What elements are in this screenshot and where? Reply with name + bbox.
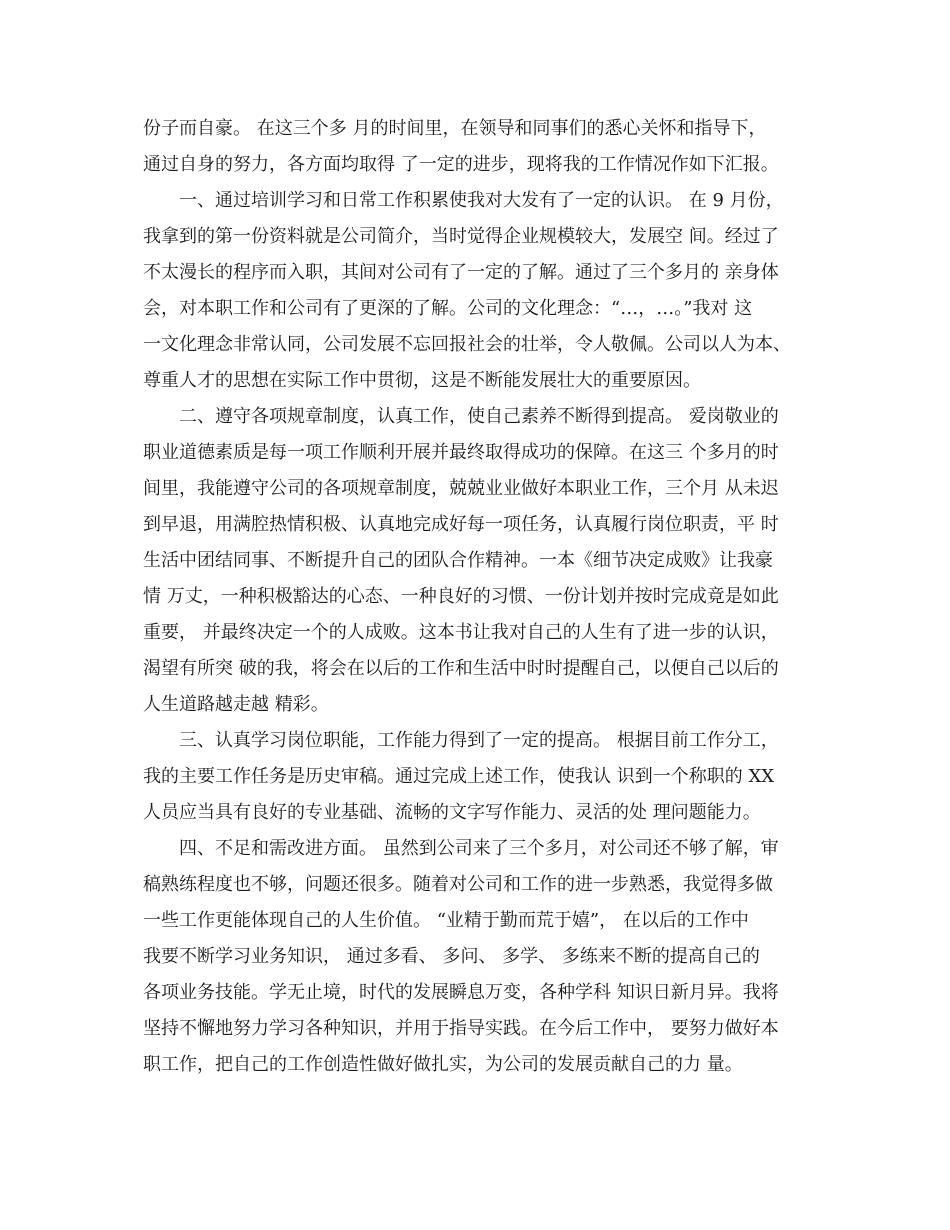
text-line: 间里，我能遵守公司的各项规章制度，兢兢业业做好本职业工作，三个月 从未迟: [143, 478, 779, 499]
text-line: 三、认真学习岗位职能，工作能力得到了一定的提高。 根据目前工作分工，: [179, 730, 779, 751]
document-body: [143, 111, 807, 1083]
text-line: 一、通过培训学习和日常工作积累使我对大发有了一定的认识。 在 9 月份，: [179, 190, 784, 211]
text-line: 二、遵守各项规章制度，认真工作，使自己素养不断得到提高。 爱岗敬业的: [179, 406, 779, 427]
text-line: 到早退，用满腔热情积极、认真地完成好每一项任务，认真履行岗位职责，平 时: [143, 514, 779, 535]
text-line: 情 万丈，一种积极豁达的心态、一种良好的习惯、一份计划并按时完成竟是如此: [143, 586, 779, 607]
paragraph-section-4: [143, 831, 807, 1083]
text-line: 重要， 并最终决定一个的人成败。这本书让我对自己的人生有了进一步的认识，: [143, 622, 779, 643]
text-line: 一文化理念非常认同，公司发展不忘回报社会的壮举，令人敬佩。公司以人为本、: [143, 334, 791, 355]
text-line: 我要不断学习业务知识， 通过多看、 多问、 多学、 多练来不断的提高自己的: [143, 946, 760, 967]
text-line: 人生道路越走越 精彩。: [143, 694, 329, 715]
text-line: 我的主要工作任务是历史审稿。通过完成上述工作，使我认 识到一个称职的 XX: [143, 766, 775, 787]
text-line: 四、不足和需改进方面。 虽然到公司来了三个多月，对公司还不够了解，审: [179, 838, 779, 859]
paragraph-section-2: [143, 399, 807, 723]
text-line: 会，对本职工作和公司有了更深的了解。公司的文化理念：“…，…。”我对 这: [143, 298, 753, 319]
text-line: 稿熟练程度也不够，问题还很多。随着对公司和工作的进一步熟悉，我觉得多做: [143, 874, 773, 895]
text-line: 一些工作更能体现自己的人生价值。 “业精于勤而荒于嬉”， 在以后的工作中: [143, 910, 749, 931]
paragraph-section-1: [143, 183, 807, 399]
text-line: 我拿到的第一份资料就是公司简介，当时觉得企业规模较大，发展空 间。经过了: [143, 226, 779, 247]
text-line: 渴望有所突 破的我，将会在以后的工作和生活中时时提醒自己，以便自己以后的: [143, 658, 779, 679]
text-line: 坚持不懈地努力学习各种知识，并用于指导实践。在今后工作中， 要努力做好本: [143, 1018, 779, 1039]
text-line: 不太漫长的程序而入职，其间对公司有了一定的了解。通过了三个多月的 亲身体: [143, 262, 779, 283]
text-line: 职工作，把自己的工作创造性做好做扎实，为公司的发展贡献自己的力 量。: [143, 1054, 743, 1075]
text-line: 尊重人才的思想在实际工作中贯彻，这是不断能发展壮大的重要原因。: [143, 370, 701, 391]
text-line: 职业道德素质是每一项工作顺利开展并最终取得成功的保障。在这三 个多月的时: [143, 442, 779, 463]
paragraph-intro: [143, 111, 807, 183]
text-line: 人员应当具有良好的专业基础、流畅的文字写作能力、灵活的处 理问题能力。: [143, 802, 761, 823]
text-line: 各项业务技能。学无止境，时代的发展瞬息万变，各种学科 知识日新月异。我将: [143, 982, 779, 1003]
text-line: 生活中团结同事、不断提升自己的团队合作精神。一本《细节决定成败》让我豪: [143, 550, 773, 571]
text-line: 通过自身的努力，各方面均取得 了一定的进步，现将我的工作情况作如下汇报。: [143, 154, 779, 175]
paragraph-section-3: [143, 723, 807, 831]
text-line: 份子而自豪。 在这三个多 月的时间里，在领导和同事们的悉心关怀和指导下，: [143, 118, 767, 139]
